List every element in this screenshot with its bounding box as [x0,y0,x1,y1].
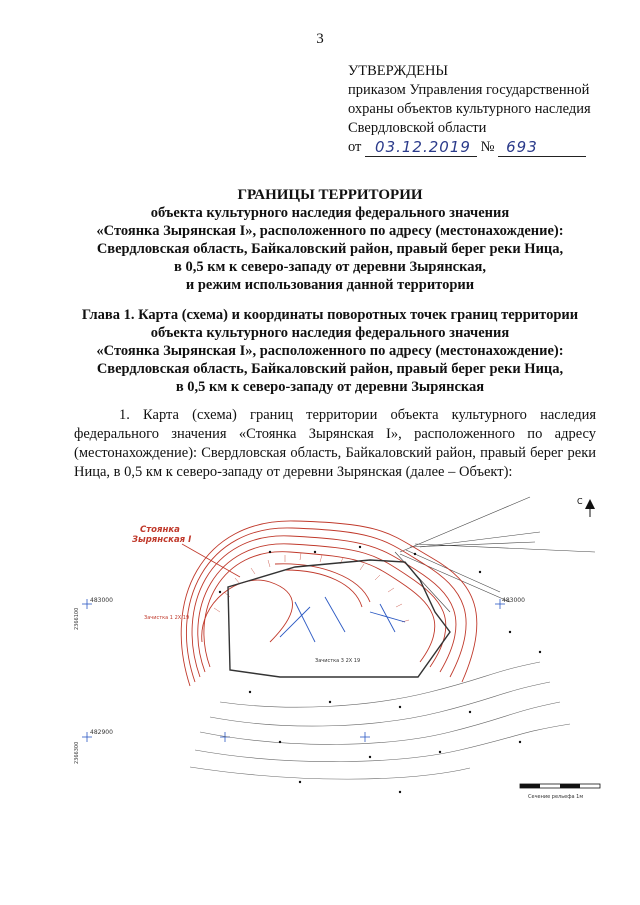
approval-line-1: приказом Управления государственной [348,82,590,98]
grid-label-v1: 2366100 [74,607,80,630]
trench-label-2: Зачистка 3 2Х 19 [315,658,361,664]
handwritten-date: 03.12.2019 [375,138,471,156]
number-label: № [480,139,495,155]
date-field [365,140,477,157]
grid-label-top-left: 483000 [90,597,113,604]
from-label: от [348,139,362,155]
trench-label-1: Зачистка 1 2Х 19 [144,615,190,621]
approval-block [348,62,638,157]
relief-contours [190,662,570,779]
title-line-3: «Стоянка Зырянская I», расположенного по адресу (местонахождение): [96,223,564,239]
chapter-line-2: объекта культурного наследия федерального значения [150,325,510,341]
site-label-1: Стоянка [140,525,180,535]
title-line-4: Свердловская область, Байкаловский район, правый берег реки Ница, [96,241,564,257]
title-line-1: ГРАНИЦЫ ТЕРРИТОРИИ [237,187,423,203]
scale-label: Сечение рельефа 1м [528,794,584,800]
page-number: 3 [316,31,324,47]
chapter-line-1: Глава 1. Карта (схема) и координаты поворотных точек границ территории [81,307,579,323]
chapter-line-5: в 0,5 км к северо-западу от деревни Зырянская [175,379,485,395]
grid-label-top-right: 483000 [502,597,525,604]
chapter-line-3: «Стоянка Зырянская I», расположенного по адресу (местонахождение): [96,343,564,359]
bank-hatching [214,553,409,622]
grid-label-bottom-left: 482900 [90,729,113,736]
trench-lines [280,597,405,642]
document-title [60,186,600,294]
chapter-line-4: Свердловская область, Байкаловский район, правый берег реки Ница, [96,361,564,377]
chapter-heading [60,306,600,396]
north-arrow-icon [577,497,595,517]
number-field [498,140,586,157]
site-map [70,492,610,822]
site-label-2: Зырянская I [132,535,192,545]
grid-label-v2: 2366300 [74,741,80,764]
approval-line-2: охраны объектов культурного наследия [348,101,591,117]
approval-date-line [348,138,638,157]
body-paragraph: 1. Карта (схема) границ территории объекта культурного наследия федерального значения «Стоянка Зырянская I», расположенного по адресу (местонахождение): Свердловская область, Байкаловский район, правый берег реки Ница, в 0,5 км к северо-западу от деревни Зырянская (далее – Объект): [74,407,596,480]
approval-line-3: Свердловской области [348,120,487,136]
survey-points [219,546,541,793]
title-line-6: и режим использования данной территории [185,277,475,293]
handwritten-number: 693 [506,138,538,156]
title-line-2: объекта культурного наследия федерального значения [150,205,510,221]
scale-bar [520,784,600,800]
site-map-svg [70,492,610,822]
title-line-5: в 0,5 км к северо-западу от деревни Зырянская, [174,259,486,275]
sight-lines [395,497,595,612]
north-label: С [577,497,583,506]
approval-title: УТВЕРЖДЕНЫ [348,63,449,79]
